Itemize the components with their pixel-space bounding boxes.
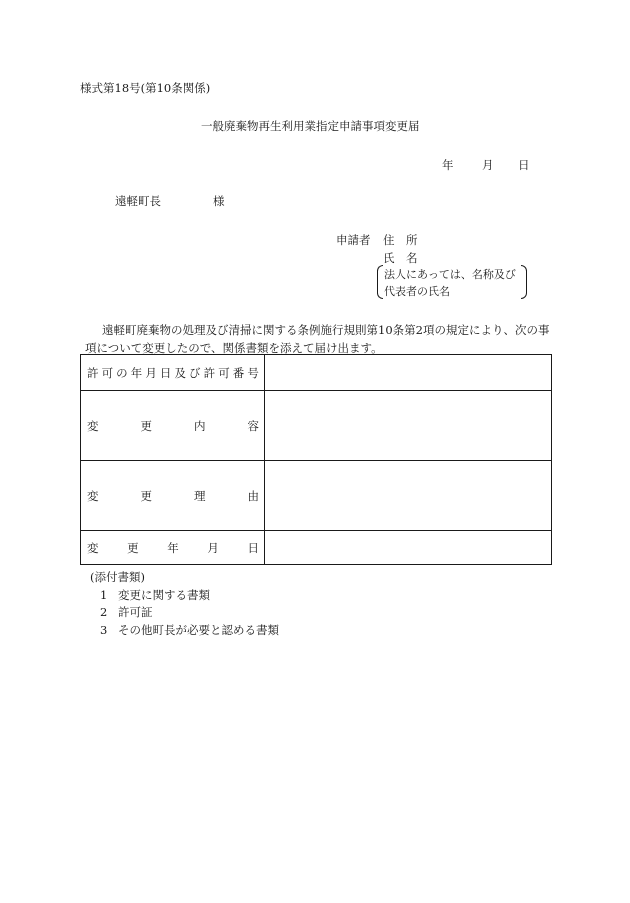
label-char: の (116, 365, 128, 380)
label-char: 可 (101, 365, 114, 380)
document-title: 一般廃棄物再生利用業指定申請事項変更届 (201, 119, 420, 133)
date-line (442, 157, 530, 173)
label-char: 許 (87, 365, 99, 380)
change-content-value[interactable] (265, 391, 552, 461)
change-reason-label (81, 461, 265, 531)
label-char: び (189, 365, 201, 380)
attachment-number: 2 (100, 605, 108, 619)
applicant-address-label: 住 所 (383, 233, 418, 247)
label-char: 号 (247, 365, 259, 380)
corporate-note-line: 法人にあっては、名称及び (384, 268, 516, 281)
label-char: 更 (140, 418, 152, 433)
label-char: 許 (203, 365, 216, 380)
corporate-note-line: 代表者の氏名 (384, 285, 450, 298)
label-char: 月 (207, 540, 219, 555)
body-text-line: 遠軽町廃棄物の処理及び清掃に関する条例施行規則第10条第2項の規定により、次の事 (102, 323, 550, 337)
addressee (115, 193, 225, 209)
label-char: 年 (167, 540, 179, 555)
label-char: 月 (145, 365, 157, 380)
attachment-number: 3 (100, 622, 108, 637)
permit-date-number-value[interactable] (265, 355, 552, 391)
attachment-text: 許可証 (118, 605, 153, 619)
attachment-item (90, 622, 279, 640)
change-date-value[interactable] (265, 531, 552, 565)
applicant-name-label: 氏 名 (383, 251, 418, 265)
table-row (81, 461, 552, 531)
date-month-label: 月 (482, 158, 494, 172)
body-text-line: 項について変更したので、関係書類を添えて届け出ます。 (85, 341, 383, 355)
label-char: 変 (87, 540, 99, 555)
attachment-item (90, 587, 279, 605)
label-char: 可 (218, 365, 230, 380)
table-row (81, 531, 552, 565)
label-char: 番 (232, 365, 245, 380)
label-char: 変 (87, 488, 99, 503)
label-char: 更 (127, 540, 139, 555)
label-char: 由 (247, 488, 259, 503)
label-char: 変 (87, 418, 99, 433)
attachment-text: 変更に関する書類 (118, 587, 210, 602)
table-row (81, 391, 552, 461)
body-text (80, 321, 560, 357)
change-details-table (80, 354, 552, 565)
attachment-number: 1 (100, 587, 108, 602)
label-char: 内 (194, 418, 206, 433)
attachment-text: その他町長が必要と認める書類 (118, 622, 279, 637)
label-char: 更 (140, 488, 152, 503)
change-date-label (81, 531, 265, 565)
permit-date-number-label (81, 355, 265, 391)
table-row (81, 355, 552, 391)
label-char: 容 (247, 418, 259, 433)
label-char: 及 (174, 365, 186, 380)
attachments-heading: (添付書類) (90, 570, 145, 584)
right-bracket (521, 265, 527, 299)
form-number: 様式第18号(第10条関係) (80, 81, 211, 95)
attachment-item (90, 604, 279, 622)
attachments (90, 569, 279, 639)
corporate-note (377, 265, 527, 299)
date-day-label: 日 (518, 158, 530, 172)
change-reason-value[interactable] (265, 461, 552, 531)
change-content-label (81, 391, 265, 461)
label-char: 理 (194, 488, 206, 503)
applicant-label: 申請者 (336, 233, 371, 247)
left-bracket (377, 265, 383, 299)
addressee-suffix: 様 (213, 194, 225, 208)
label-char: 年 (130, 365, 143, 380)
label-char: 日 (247, 540, 259, 555)
addressee-name: 遠軽町長 (115, 194, 161, 208)
date-year-label: 年 (442, 158, 454, 172)
label-char: 日 (159, 365, 172, 380)
